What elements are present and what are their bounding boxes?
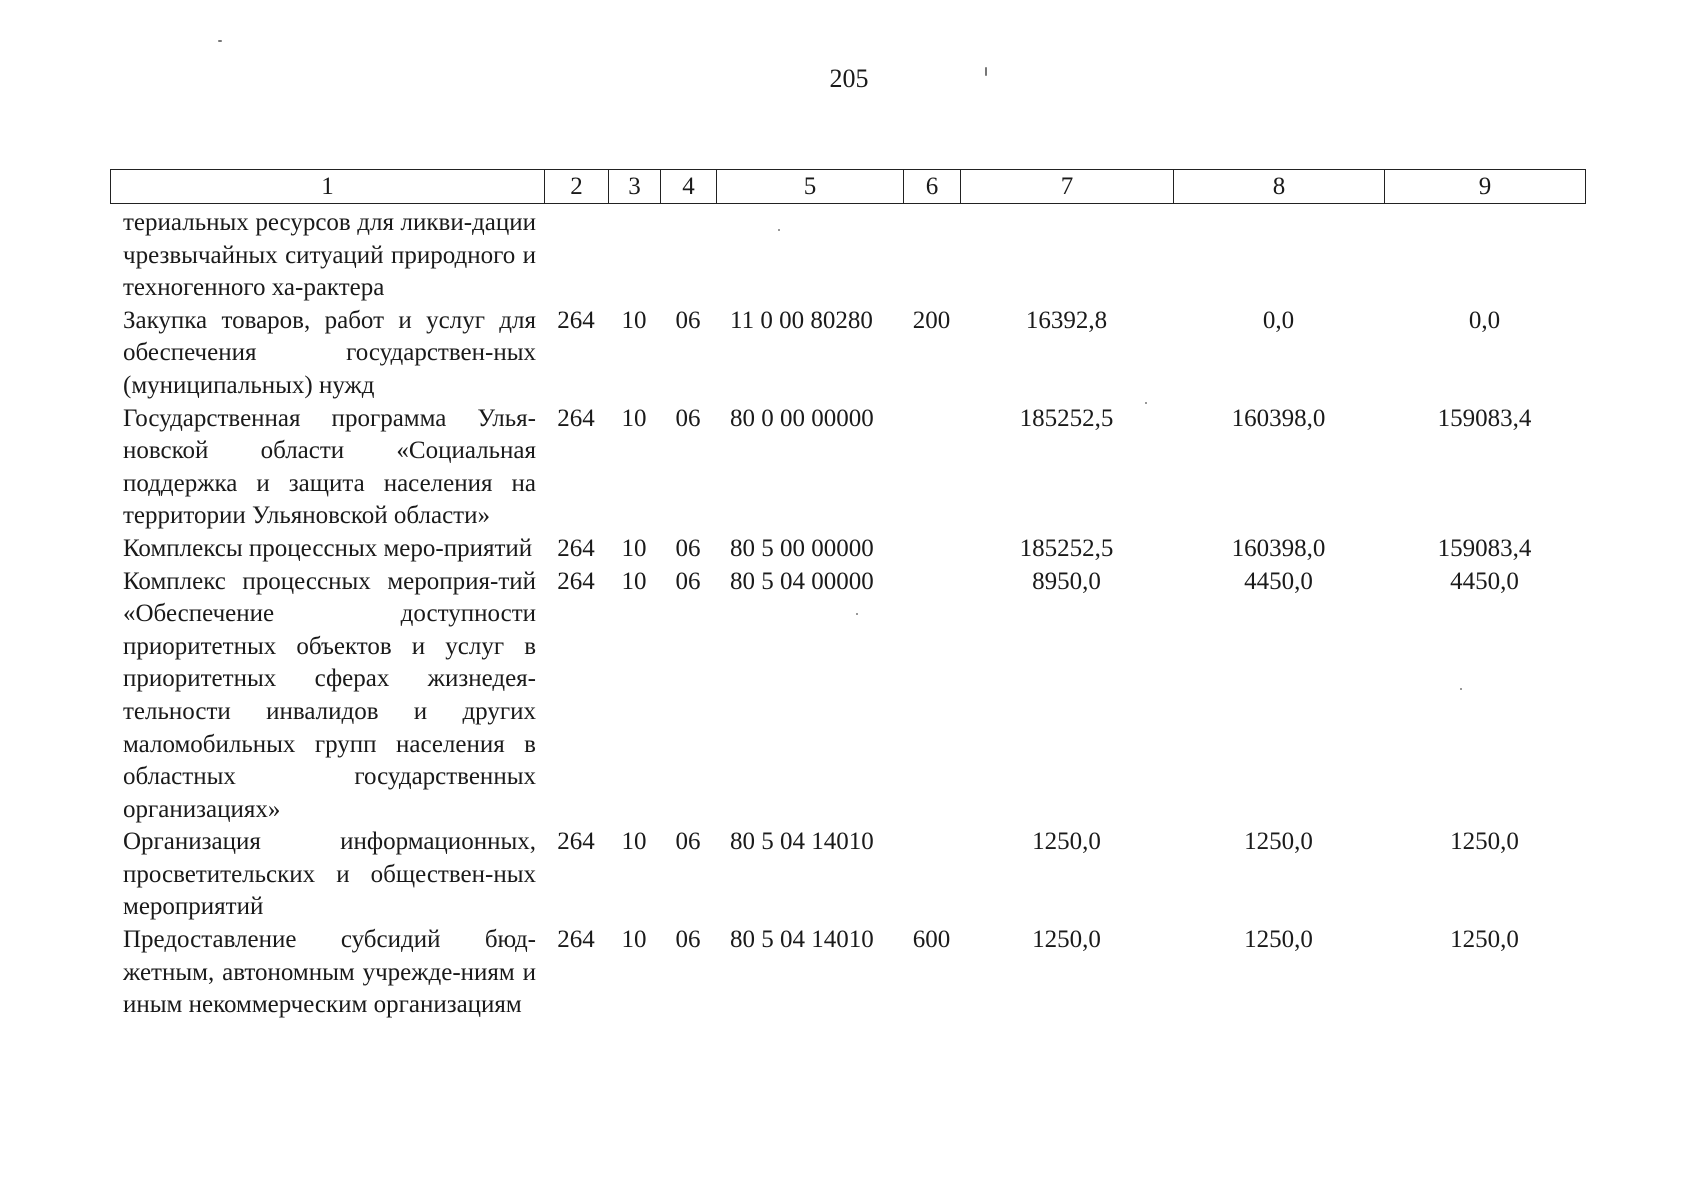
table-row [110, 403, 1585, 533]
row-code-5: 11 0 00 80280 [730, 306, 873, 334]
row-code-6: 200 [912, 306, 951, 334]
row-code-6 [903, 566, 960, 827]
table-row [110, 533, 1585, 566]
table-row [110, 207, 1585, 305]
row-value-9: 4450,0 [1450, 567, 1519, 595]
scan-speck [1460, 688, 1462, 690]
row-name: Закупка товаров, работ и услуг для обеспечения государствен-ных (муниципальных) нужд [123, 306, 536, 399]
table-row [110, 305, 1585, 403]
row-value-9: 0,0 [1468, 306, 1501, 334]
row-name: териальных ресурсов для ликви-дации чрезвычайных ситуаций природного и техногенного ха-рактера [123, 209, 536, 302]
row-name: Комплекс процессных мероприя-тий «Обеспечение доступности приоритетных объектов и услуг в приоритетных сферах жизнедея-тельности инвалидов и других маломобильных групп населения в областных государственных организациях» [123, 567, 536, 823]
row-value-7: 185252,5 [1019, 404, 1114, 432]
row-code-3: 10 [621, 534, 647, 562]
row-value-7: 1250,0 [1032, 828, 1101, 856]
row-value-9: 159083,4 [1437, 534, 1532, 562]
table-row [110, 826, 1585, 924]
row-code-3: 10 [621, 306, 647, 334]
row-value-8: 0,0 [1262, 306, 1295, 334]
row-code-5: 80 5 04 14010 [730, 926, 874, 954]
row-code-2 [544, 207, 608, 305]
column-header-5: 5 [717, 170, 904, 204]
row-code-3: 10 [621, 926, 647, 954]
row-code-2: 264 [557, 404, 595, 432]
row-code-3: 10 [621, 828, 647, 856]
row-value-8: 160398,0 [1231, 534, 1326, 562]
row-code-2: 264 [557, 567, 595, 595]
column-header-table [110, 169, 1586, 204]
row-code-4: 06 [675, 926, 701, 954]
row-value-7: 8950,0 [1032, 567, 1101, 595]
row-code-3 [608, 207, 660, 305]
row-code-6 [903, 207, 960, 305]
row-code-2: 264 [557, 534, 595, 562]
row-code-5: 80 5 04 00000 [730, 567, 874, 595]
column-header-9: 9 [1385, 170, 1586, 204]
row-value-7: 1250,0 [1032, 926, 1101, 954]
row-code-6 [903, 403, 960, 533]
column-header-1: 1 [111, 170, 545, 204]
row-value-9 [1384, 207, 1585, 305]
row-value-9: 1250,0 [1450, 828, 1519, 856]
scan-speck [778, 229, 780, 231]
scan-speck [218, 40, 222, 42]
row-value-8: 160398,0 [1231, 404, 1326, 432]
column-header-row [111, 170, 1586, 204]
scan-speck [856, 613, 858, 615]
row-name: Предоставление субсидий бюд-жетным, автономным учрежде-ниям и иным некоммерческим организациям [123, 926, 536, 1019]
row-code-3: 10 [621, 567, 647, 595]
column-header-7: 7 [961, 170, 1174, 204]
page-number: 205 [829, 64, 869, 93]
column-header-4: 4 [661, 170, 717, 204]
row-code-5: 80 0 00 00000 [730, 404, 874, 432]
row-code-4 [660, 207, 716, 305]
budget-table-body [110, 207, 1585, 1022]
row-code-4: 06 [675, 828, 701, 856]
row-value-7: 16392,8 [1025, 306, 1108, 334]
row-code-6 [903, 533, 960, 566]
row-code-2: 264 [557, 926, 595, 954]
row-value-8: 1250,0 [1244, 926, 1313, 954]
column-header-8: 8 [1174, 170, 1385, 204]
row-value-8 [1173, 207, 1384, 305]
row-code-5: 80 5 04 14010 [730, 828, 874, 856]
row-value-8: 4450,0 [1244, 567, 1313, 595]
column-header-3: 3 [609, 170, 661, 204]
row-value-9: 159083,4 [1437, 404, 1532, 432]
column-header-6: 6 [904, 170, 961, 204]
row-value-8: 1250,0 [1244, 828, 1313, 856]
row-code-2: 264 [557, 306, 595, 334]
row-value-9: 1250,0 [1450, 926, 1519, 954]
row-name: Комплексы процессных меро-приятий [123, 534, 533, 562]
row-value-7 [960, 207, 1173, 305]
table-row [110, 566, 1585, 827]
row-code-2: 264 [557, 828, 595, 856]
scan-speck [1145, 402, 1147, 404]
table-row [110, 924, 1585, 1022]
row-code-6 [903, 826, 960, 924]
row-code-4: 06 [675, 567, 701, 595]
row-value-7: 185252,5 [1019, 534, 1114, 562]
row-code-5 [716, 207, 903, 305]
row-code-4: 06 [675, 306, 701, 334]
row-code-3: 10 [621, 404, 647, 432]
row-code-5: 80 5 00 00000 [730, 534, 874, 562]
scan-speck [985, 67, 987, 76]
column-header-2: 2 [545, 170, 609, 204]
row-code-4: 06 [675, 404, 701, 432]
row-code-4: 06 [675, 534, 701, 562]
row-name: Государственная программа Улья-новской области «Социальная поддержка и защита населения на территории Ульяновской области» [123, 404, 536, 530]
row-code-6: 600 [912, 926, 951, 954]
row-name: Организация информационных, просветительских и обществен-ных мероприятий [123, 828, 536, 921]
